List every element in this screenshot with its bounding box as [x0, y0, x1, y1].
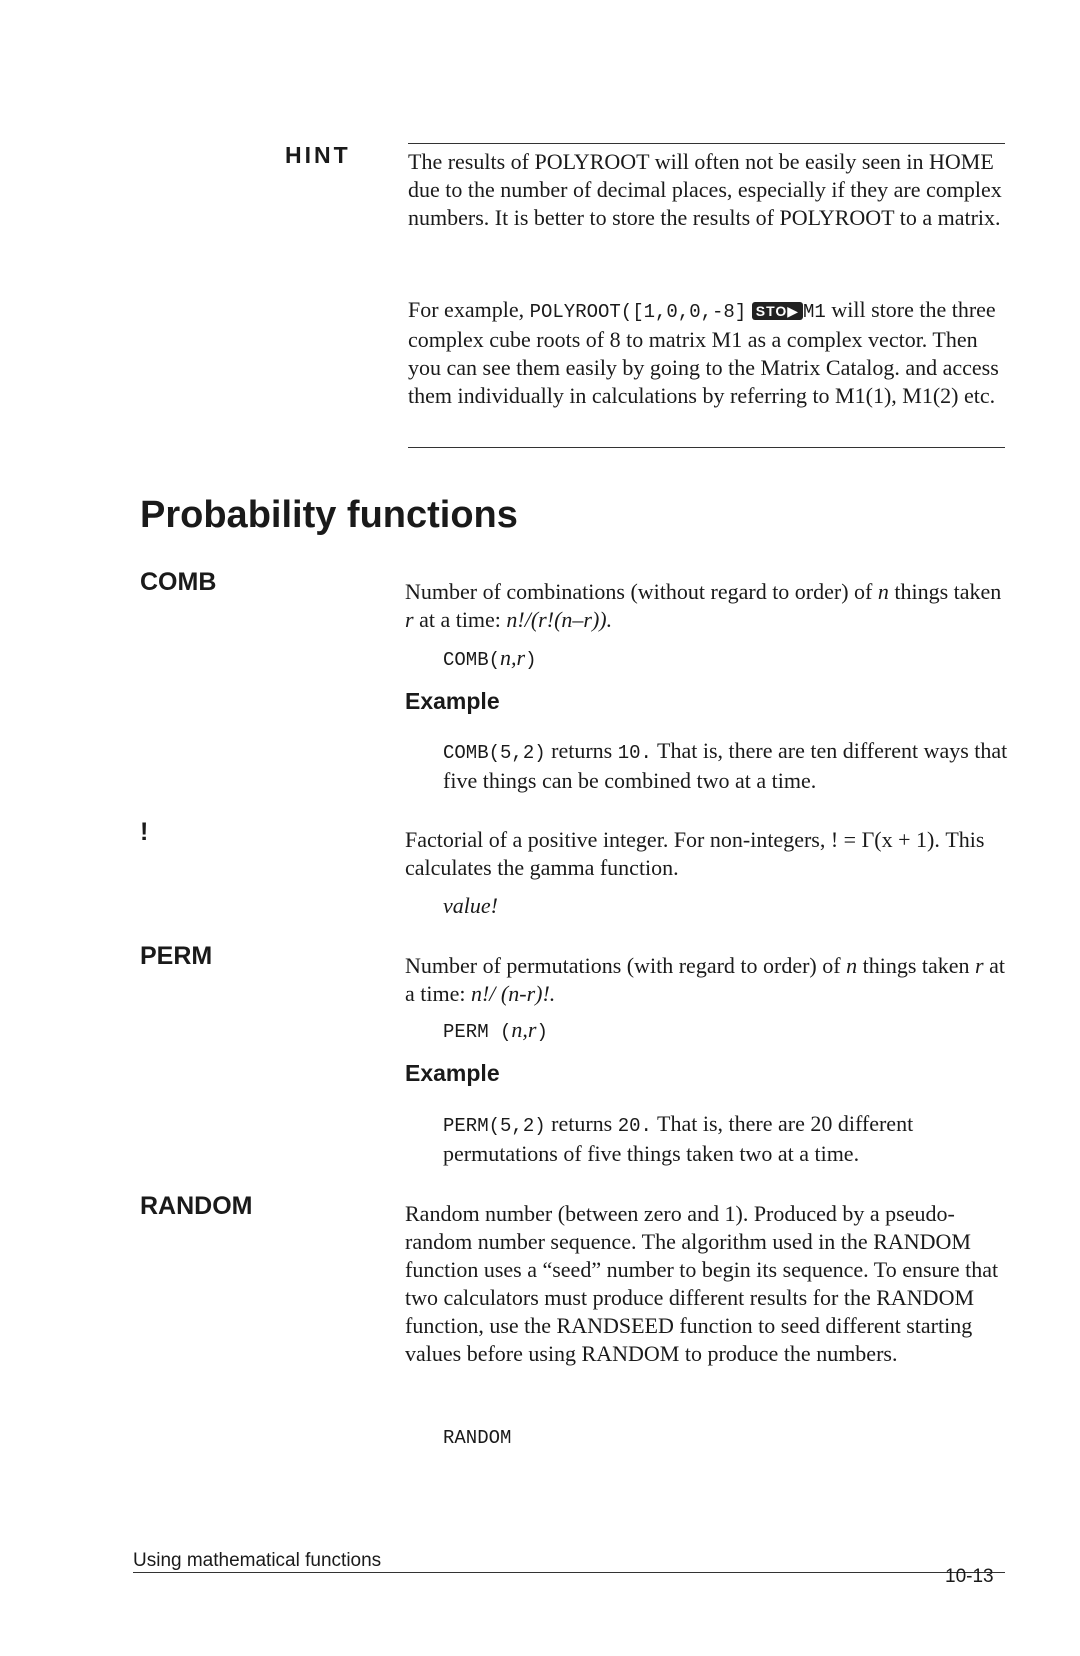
comb-desc-mid: things taken	[888, 579, 1002, 604]
hint-p2-code: POLYROOT([1,0,0,-8]	[529, 301, 747, 323]
hint-top-rule	[408, 143, 1005, 144]
perm-syntax-close: )	[536, 1021, 548, 1043]
perm-example-text: That is, there are 20 different permutations of five things taken two at a time.	[443, 1111, 914, 1166]
term-random: RANDOM	[140, 1192, 253, 1220]
perm-description	[405, 952, 1005, 1008]
comb-syntax-close: )	[525, 649, 537, 671]
term-perm: PERM	[140, 942, 213, 970]
perm-desc-n: n	[846, 953, 858, 978]
comb-desc-n: n	[877, 579, 889, 604]
comb-example-value: 10.	[617, 742, 652, 764]
comb-desc-mid2: at a time:	[413, 607, 507, 632]
hint-p2-code2: M1	[803, 301, 826, 323]
comb-syntax-code: COMB(	[443, 649, 501, 671]
sto-key-icon: STO▶	[752, 302, 803, 320]
perm-example	[443, 1110, 1008, 1168]
term-comb: COMB	[140, 568, 217, 596]
section-title: Probability functions	[140, 494, 518, 536]
factorial-description: Factorial of a positive integer. For non-integers, ! = Γ(x + 1). This calculates the gamma function.	[405, 827, 985, 880]
random-description: Random number (between zero and 1). Produced by a pseudo-random number sequence. The algorithm used in the RANDOM function uses a “seed” number to begin its sequence. To ensure that two calculators must produce different results for the RANDOM function, use the RANDSEED function to seed different starting values before using RANDOM to produce the numbers.	[405, 1201, 999, 1366]
comb-example	[443, 737, 1008, 795]
hint-p2-pre: For example,	[408, 297, 530, 322]
comb-description	[405, 578, 1005, 634]
hint-paragraph-1: The results of POLYROOT will often not be easily seen in HOME due to the number of decimal places, especially if they are complex numbers. It is better to store the results of POLYROOT to a matrix.	[408, 149, 1002, 230]
perm-syntax-code: PERM (	[443, 1021, 512, 1043]
comb-desc-formula: n!/(r!(n–r)).	[506, 607, 613, 632]
perm-syntax	[443, 1016, 548, 1046]
perm-example-heading: Example	[405, 1060, 500, 1086]
hint-label: HINT	[285, 142, 351, 168]
comb-desc-pre: Number of combinations (without regard to order) of	[405, 579, 878, 604]
perm-desc-r: r	[975, 953, 984, 978]
comb-example-text: That is, there are ten different ways that five things can be combined two at a time.	[443, 738, 1008, 793]
footer-chapter-title: Using mathematical functions	[133, 1550, 382, 1571]
comb-desc-r: r	[405, 607, 414, 632]
hint-paragraph-2	[408, 296, 1008, 410]
perm-desc-formula: n!/ (n-r)!.	[470, 981, 556, 1006]
comb-syntax-args: n,r	[500, 645, 526, 670]
factorial-syntax	[443, 892, 498, 920]
perm-example-value: 20.	[617, 1115, 652, 1137]
term-factorial: !	[140, 818, 149, 846]
comb-example-code: COMB(5,2)	[443, 742, 546, 764]
random-syntax-code: RANDOM	[443, 1427, 512, 1449]
footer-page-number: 10-13	[945, 1566, 994, 1587]
perm-example-code: PERM(5,2)	[443, 1115, 546, 1137]
hint-p2-post: will store the three complex cube roots of 8 to matrix M1 as a complex vector. Then you can see them easily by going to the Matrix Catalog. and access them individually in calculations by referring to M1(1), M1(2) etc.	[408, 297, 999, 408]
perm-desc-pre: Number of permutations (with regard to order) of	[405, 953, 847, 978]
random-syntax	[443, 1422, 511, 1452]
perm-syntax-args: n,r	[511, 1017, 537, 1042]
comb-example-returns: returns	[545, 738, 618, 763]
comb-syntax	[443, 644, 536, 674]
perm-desc-mid: things taken	[857, 953, 976, 978]
comb-example-heading: Example	[405, 688, 500, 714]
factorial-syntax-text: value!	[443, 893, 498, 918]
perm-desc-mid2: at a time:	[405, 953, 1005, 1006]
perm-example-returns: returns	[545, 1111, 618, 1136]
footer-rule	[133, 1572, 1005, 1573]
hint-bottom-rule	[408, 447, 1005, 448]
